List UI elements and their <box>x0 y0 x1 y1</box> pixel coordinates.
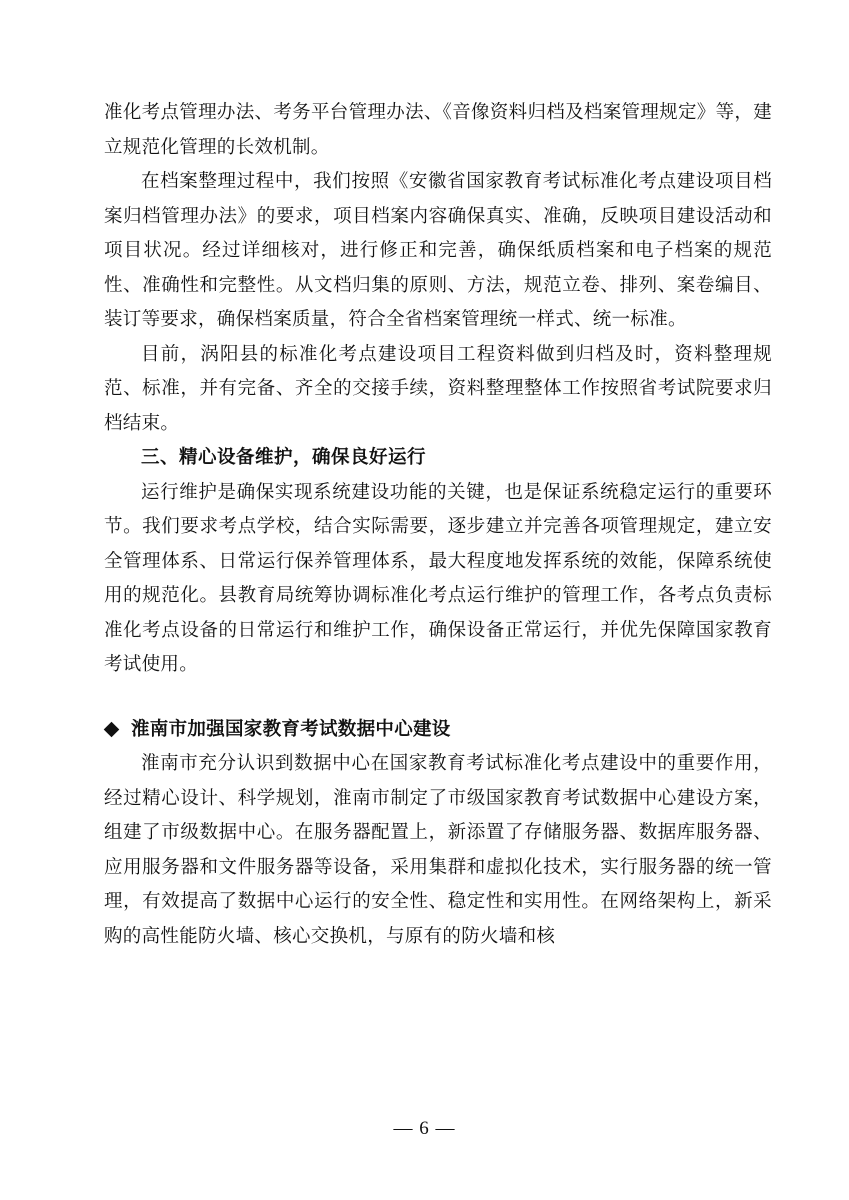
section-heading-huainan <box>104 713 772 748</box>
page-number: — 6 — <box>393 1118 456 1139</box>
paragraph-continuation: 准化考点管理办法、考务平台管理办法、《音像资料归档及档案管理规定》等，建立规范化管理的长效机制。 <box>104 102 772 158</box>
section-spacer <box>104 683 772 713</box>
paragraph-archive-organization: 在档案整理过程中，我们按照《安徽省国家教育考试标准化考点建设项目档案归档管理办法》的要求，项目档案内容确保真实、准确，反映项目建设活动和项目状况。经过详细核对，进行修正和完善，确保纸质档案和电子档案的规范性、准确性和完整性。从文档归集的原则、方法，规范立卷、排列、案卷编目、装订等要求，确保档案质量，符合全省档案管理统一样式、统一标准。 <box>104 171 772 330</box>
paragraph-huainan-data-center: 淮南市充分认识到数据中心在国家教育考试标准化考点建设中的重要作用，经过精心设计、科学规划，淮南市制定了市级国家教育考试数据中心建设方案，组建了市级数据中心。在服务器配置上，新添置了存储服务器、数据库服务器、应用服务器和文件服务器等设备，采用集群和虚拟化技术，实行服务器的统一管理，有效提高了数据中心运行的安全性、稳定性和实用性。在网络架构上，新采购的高性能防火墙、核心交换机，与原有的防火墙和核 <box>104 753 772 947</box>
diamond-bullet-icon <box>104 722 120 738</box>
document-page <box>104 96 772 954</box>
paragraph-guoyang-status: 目前，涡阳县的标准化考点建设项目工程资料做到归档及时，资料整理规范、标准，并有完备、齐全的交接手续，资料整理整体工作按照省考试院要求归档结束。 <box>104 343 772 434</box>
section-heading-huainan-text: 淮南市加强国家教育考试数据中心建设 <box>131 718 451 740</box>
section-heading-maintenance: 三、精心设备维护，确保良好运行 <box>141 447 427 468</box>
paragraph-maintenance: 运行维护是确保实现系统建设功能的关键，也是保证系统稳定运行的重要环节。我们要求考点学校，结合实际需要，逐步建立并完善各项管理规定，建立安全管理体系、日常运行保养管理体系，最大程度地发挥系统的效能，保障系统使用的规范化。县教育局统筹协调标准化考点运行维护的管理工作，各考点负责标准化考点设备的日常运行和维护工作，确保设备正常运行，并优先保障国家教育考试使用。 <box>104 481 772 675</box>
